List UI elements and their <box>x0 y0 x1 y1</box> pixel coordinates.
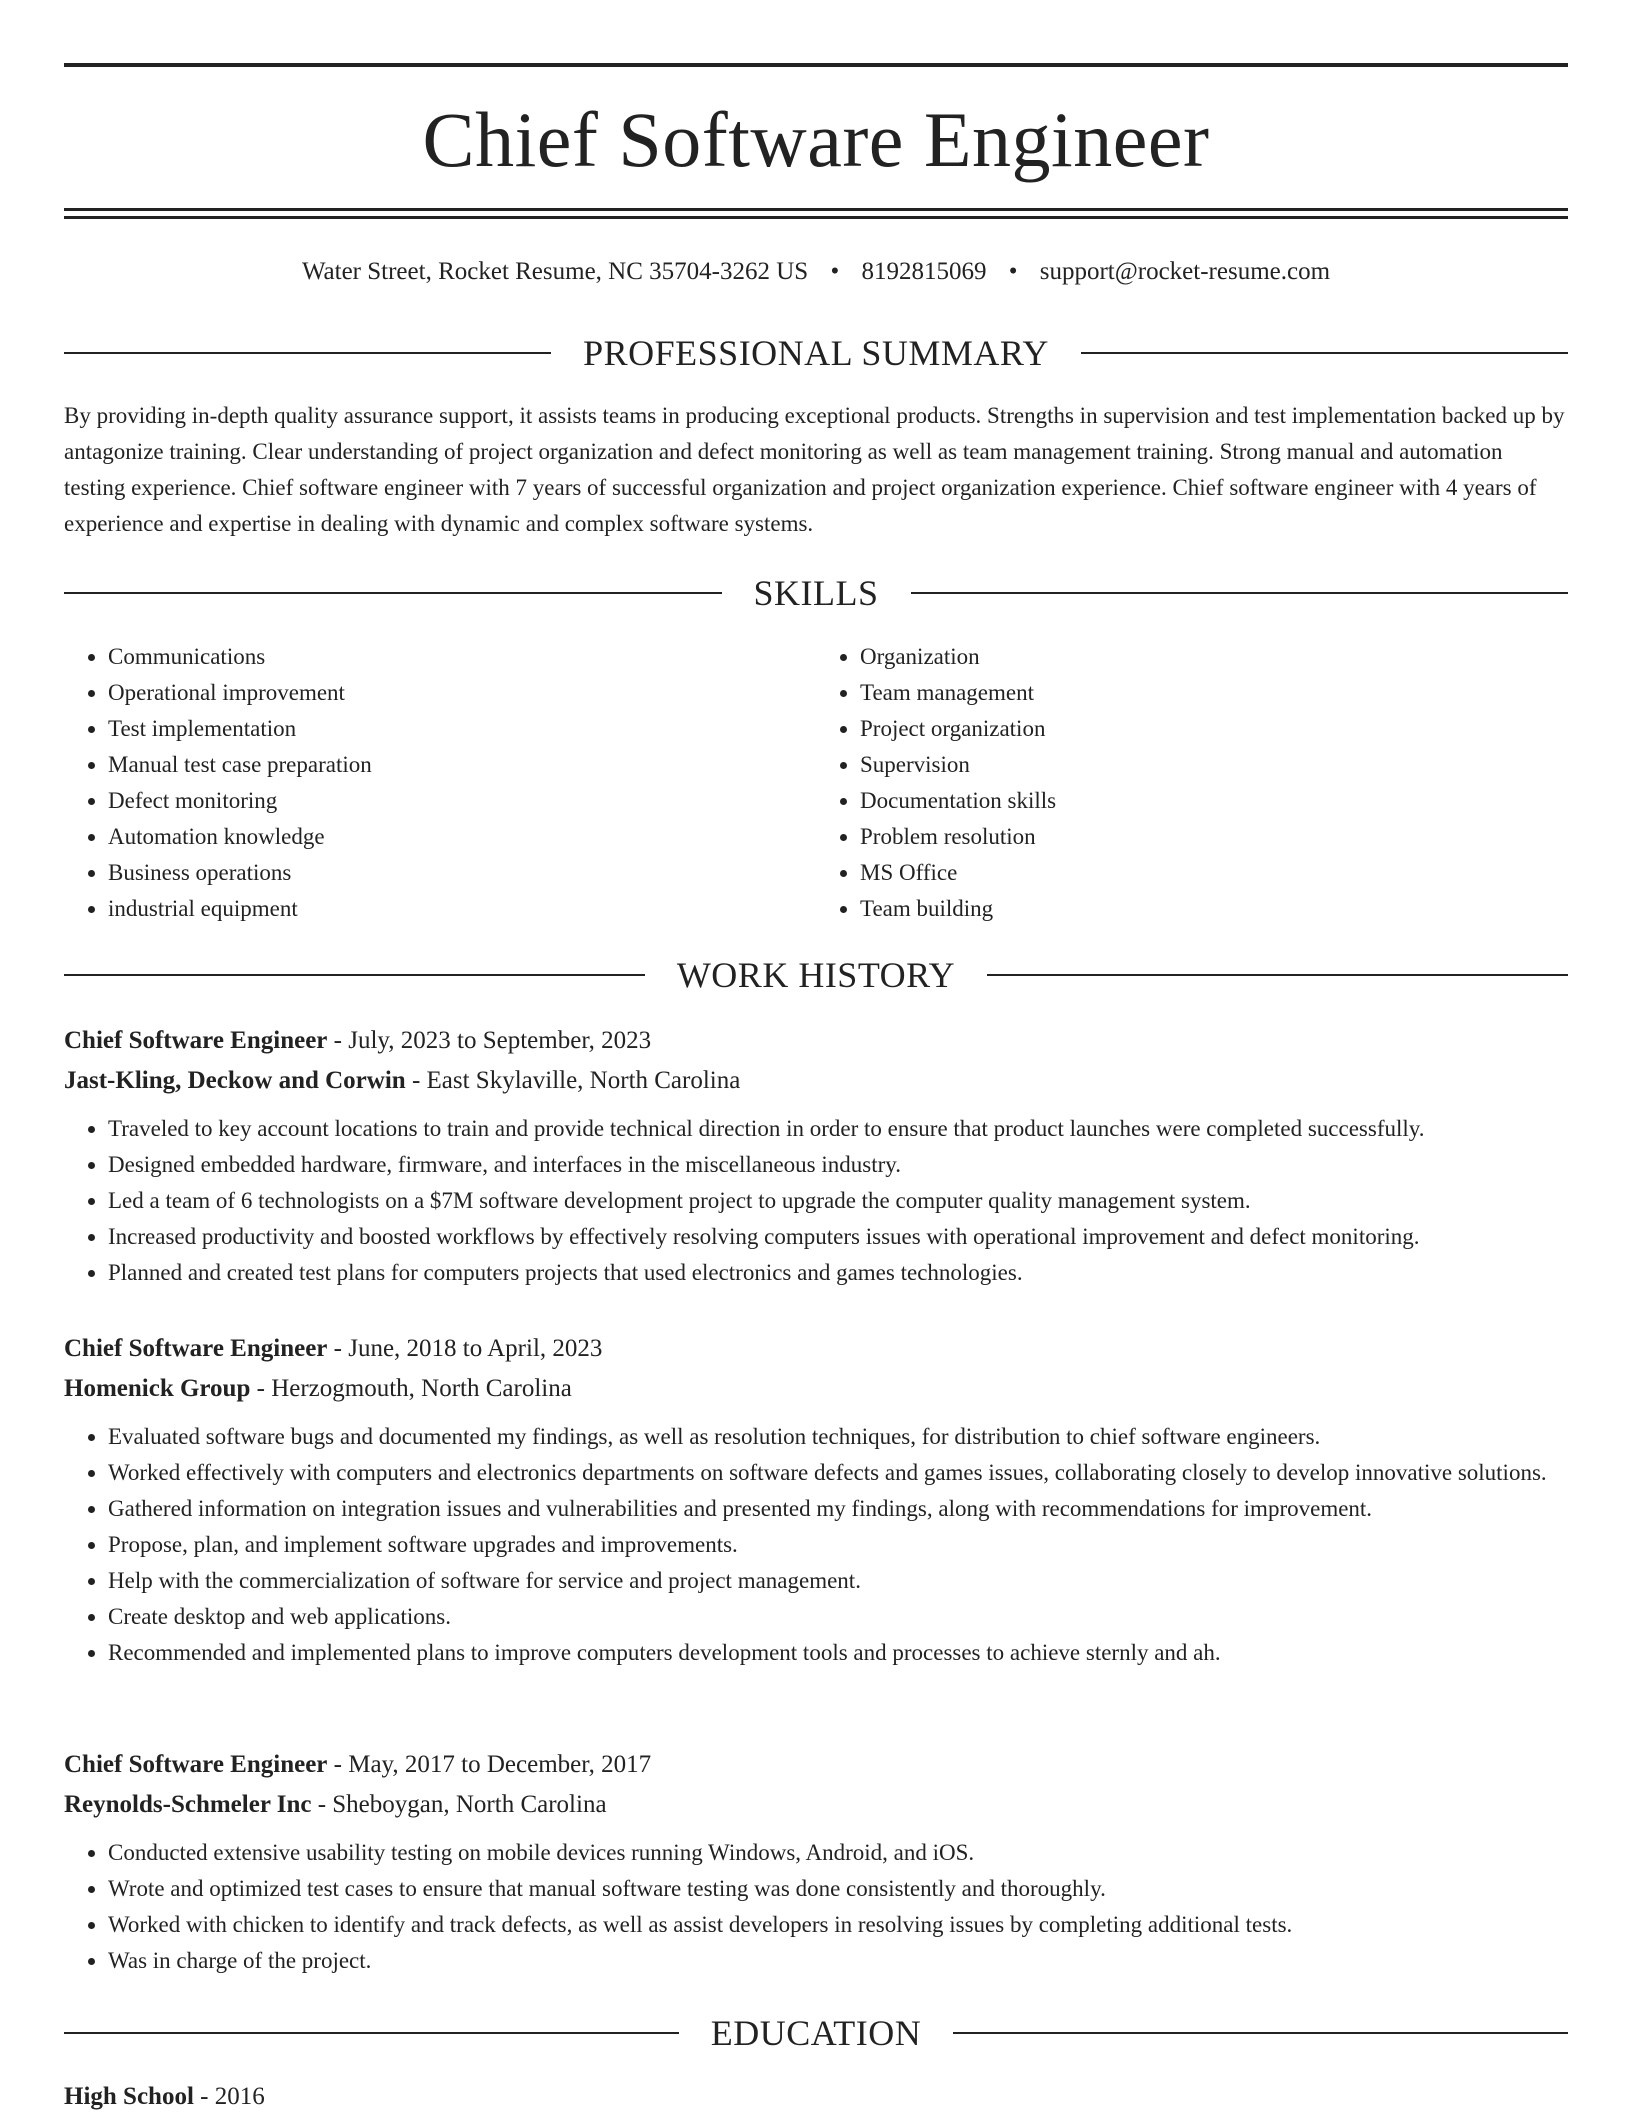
section-rule-left <box>64 2032 679 2034</box>
skill-item: • MS Office <box>860 855 1558 891</box>
job-bullet: • Propose, plan, and implement software upgrades and improvements. <box>108 1527 1568 1563</box>
job-bullet: • Evaluated software bugs and documented my findings, as well as resolution techniques, for distribution to chief software engineers. <box>108 1419 1568 1455</box>
header-double-rule-lower <box>64 216 1568 219</box>
education-degree: High School <box>64 2083 194 2110</box>
job-bullet: • Traveled to key account locations to train and provide technical direction in order to ensure that product launches were completed successfully. <box>108 1111 1568 1147</box>
job-bullet: • Help with the commercialization of software for service and project management. <box>108 1563 1568 1599</box>
job-role-line <box>64 1329 1568 1369</box>
job-bullet: • Planned and created test plans for computers projects that used electronics and games technologies. <box>108 1255 1568 1291</box>
section-header-skills <box>64 568 1568 618</box>
section-rule-left <box>64 592 722 594</box>
section-header-work-history <box>64 950 1568 1000</box>
job-location: - East Skylaville, North Carolina <box>405 1067 741 1094</box>
job-company: Jast-Kling, Deckow and Corwin <box>64 1067 406 1094</box>
job-company: Homenick Group <box>64 1375 251 1402</box>
skill-item: • Project organization <box>860 711 1558 747</box>
job-company-line <box>64 1785 1568 1825</box>
section-rule-right <box>911 592 1569 594</box>
education-year: - 2016 <box>193 2083 265 2110</box>
section-title: SKILLS <box>753 573 879 613</box>
job-bullets <box>64 1835 1568 1979</box>
contact-separator: • <box>1008 258 1018 285</box>
section-rule-right <box>1081 352 1568 354</box>
contact-line <box>64 252 1568 292</box>
job-bullet: • Led a team of 6 technologists on a $7M software development project to upgrade the computer quality management system. <box>108 1183 1568 1219</box>
header-double-rule-upper <box>64 208 1568 211</box>
job-location: - Sheboygan, North Carolina <box>311 1791 607 1818</box>
section-header-summary <box>64 328 1568 378</box>
skill-item: • Supervision <box>860 747 1558 783</box>
job-entry <box>64 1329 1568 1671</box>
job-company-line <box>64 1061 1568 1101</box>
skill-item: • Test implementation <box>108 711 806 747</box>
contact-address: Water Street, Rocket Resume, NC 35704-3262 US <box>301 258 809 285</box>
skills-list <box>64 639 1568 927</box>
skill-item: • Manual test case preparation <box>108 747 806 783</box>
job-company: Reynolds-Schmeler Inc <box>64 1791 312 1818</box>
job-location: - Herzogmouth, North Carolina <box>250 1375 572 1402</box>
job-bullet: • Worked with chicken to identify and track defects, as well as assist developers in resolving issues by completing additional tests. <box>108 1907 1568 1943</box>
job-bullet: • Wrote and optimized test cases to ensure that manual software testing was done consistently and thoroughly. <box>108 1871 1568 1907</box>
job-bullet: • Create desktop and web applications. <box>108 1599 1568 1635</box>
skill-item: • Documentation skills <box>860 783 1558 819</box>
skills-column-left <box>64 639 806 927</box>
job-entry <box>64 1021 1568 1291</box>
skill-item: • Operational improvement <box>108 675 806 711</box>
job-bullet: • Was in charge of the project. <box>108 1943 1568 1979</box>
section-rule-right <box>987 974 1568 976</box>
job-role-line <box>64 1021 1568 1061</box>
contact-phone: 8192815069 <box>861 258 987 285</box>
job-bullet: • Recommended and implemented plans to improve computers development tools and processes to achieve sternly and ah. <box>108 1635 1568 1671</box>
section-title: PROFESSIONAL SUMMARY <box>583 333 1049 373</box>
job-dates: - May, 2017 to December, 2017 <box>327 1751 652 1778</box>
job-bullets <box>64 1111 1568 1291</box>
job-bullet: • Conducted extensive usability testing on mobile devices running Windows, Android, and iOS. <box>108 1835 1568 1871</box>
education-entry <box>64 2077 1568 2117</box>
job-bullets <box>64 1419 1568 1671</box>
job-title: Chief Software Engineer <box>64 1751 328 1778</box>
skill-item: • Communications <box>108 639 806 675</box>
job-title: Chief Software Engineer <box>64 1027 328 1054</box>
skill-item: • industrial equipment <box>108 891 806 927</box>
job-dates: - June, 2018 to April, 2023 <box>327 1335 603 1362</box>
contact-separator: • <box>830 258 840 285</box>
job-dates: - July, 2023 to September, 2023 <box>327 1027 652 1054</box>
contact-email: support@rocket-resume.com <box>1039 258 1331 285</box>
job-bullet: • Designed embedded hardware, firmware, and interfaces in the miscellaneous industry. <box>108 1147 1568 1183</box>
skill-item: • Automation knowledge <box>108 819 806 855</box>
job-role-line <box>64 1745 1568 1785</box>
section-title: EDUCATION <box>710 2013 922 2053</box>
job-bullet: • Gathered information on integration issues and vulnerabilities and presented my findings, along with recommendations for improvement. <box>108 1491 1568 1527</box>
skills-column-right <box>806 639 1558 927</box>
summary-paragraph: By providing in-depth quality assurance support, it assists teams in producing exceptional products. Strengths in supervision and test implementation backed up by antagonize training. Clear understanding of project organization and defect monitoring as well as team management training. Strong manual and automation testing experience. Chief software engineer with 7 years of successful organization and project organization experience. Chief software engineer with 4 years of experience and expertise in dealing with dynamic and complex software systems. <box>64 403 1565 536</box>
header-top-rule <box>64 63 1568 67</box>
skill-item: • Team management <box>860 675 1558 711</box>
skill-item: • Organization <box>860 639 1558 675</box>
section-rule-left <box>64 974 645 976</box>
job-bullet: • Worked effectively with computers and electronics departments on software defects and games issues, collaborating closely to develop innovative solutions. <box>108 1455 1568 1491</box>
job-company-line <box>64 1369 1568 1409</box>
skill-item: • Business operations <box>108 855 806 891</box>
job-entry <box>64 1745 1568 1979</box>
job-title: Chief Software Engineer <box>64 1335 328 1362</box>
section-header-education <box>64 2008 1568 2058</box>
job-bullet: • Increased productivity and boosted workflows by effectively resolving computers issues with operational improvement and defect monitoring. <box>108 1219 1568 1255</box>
skill-item: • Team building <box>860 891 1558 927</box>
resume-title: Chief Software Engineer <box>422 96 1210 183</box>
section-rule-left <box>64 352 551 354</box>
skill-item: • Problem resolution <box>860 819 1558 855</box>
section-title: WORK HISTORY <box>676 955 956 995</box>
skill-item: • Defect monitoring <box>108 783 806 819</box>
section-rule-right <box>953 2032 1568 2034</box>
